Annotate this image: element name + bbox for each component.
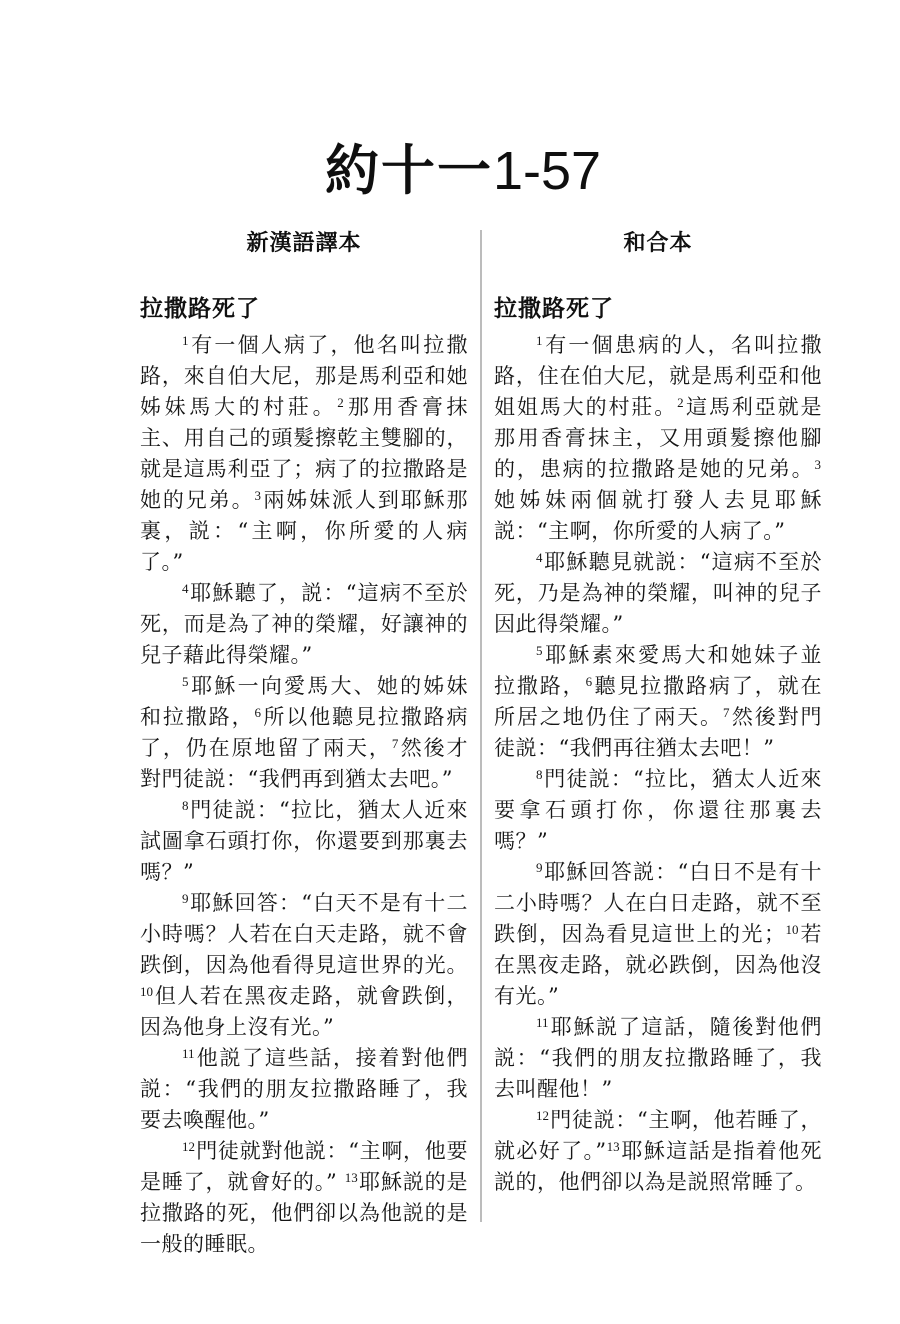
verse-number: 2 (677, 395, 684, 410)
verse-paragraph: $^4$耶穌聽見就説：“這病不至於死，乃是為神的榮耀，叫神的兒子因此得榮耀。” (494, 550, 822, 636)
verse-number: 13 (606, 1139, 620, 1154)
verse-number: 8 (182, 798, 189, 813)
right-translation-column (494, 230, 822, 1198)
title-verse-range: 1-57 (492, 141, 602, 201)
verse-number: 7 (391, 736, 399, 751)
verse-number: 3 (254, 488, 261, 503)
verse-number: 11 (182, 1046, 195, 1061)
verse-paragraph: $^{11}$耶穌説了這話，隨後對他們説：“我們的朋友拉撒路睡了，我去叫醒他！” (494, 1015, 822, 1101)
two-column-layout (140, 230, 822, 1260)
right-section-heading: 拉撒路死了 (494, 295, 614, 321)
verse-number: 1 (182, 333, 189, 348)
verse-number: 8 (536, 767, 543, 782)
verse-number: 9 (182, 891, 189, 906)
verse-paragraph: $^9$耶穌回答：“白天不是有十二小時嗎？人若在白天走路，就不會跌倒，因為他看得見這世界的光。$^{10}$但人若在黑夜走路，就會跌倒，因為他身上沒有光。” (140, 891, 468, 1039)
left-section-heading: 拉撒路死了 (140, 295, 260, 321)
verse-number: 10 (785, 922, 799, 937)
title-book-reference: 約十一 (324, 141, 493, 201)
verse-number: 4 (536, 550, 543, 565)
verse-paragraph: $^{12}$門徒説：“主啊，他若睡了，就必好了。”$^{13}$耶穌這話是指着他死説的，他們卻以為是説照常睡了。 (494, 1108, 822, 1194)
verse-paragraph: $^9$耶穌回答説：“白日不是有十二小時嗎？人在白日走路，就不至跌倒，因為看見這世上的光；$^{10}$若在黑夜走路，就必跌倒，因為他沒有光。” (494, 860, 822, 1008)
verse-number: 3 (814, 457, 821, 472)
right-column-body (494, 330, 822, 1198)
page-title (104, 142, 822, 200)
verse-number: 6 (585, 674, 593, 689)
verse-number: 12 (182, 1139, 195, 1154)
verse-number: 10 (140, 984, 153, 999)
verse-number: 13 (344, 1170, 358, 1185)
verse-paragraph: $^4$耶穌聽了，説：“這病不至於死，而是為了神的榮耀，好讓神的兒子藉此得榮耀。” (140, 581, 468, 667)
verse-number: 9 (536, 860, 543, 875)
left-translation-column (140, 230, 468, 1260)
verse-number: 7 (722, 705, 730, 720)
verse-paragraph: $^{11}$他説了這些話，接着對他們説：“我們的朋友拉撒路睡了，我要去喚醒他。” (140, 1046, 468, 1132)
verse-paragraph: $^1$有一個患病的人，名叫拉撒路，住在伯大尼，就是馬利亞和他姐姐馬大的村莊。$^2$這馬利亞就是那用香膏抹主，又用頭髮擦他腳的，患病的拉撒路是她的兄弟。$^3$她姊妹兩個就打發人去見耶穌説：“主啊，你所愛的人病了。” (494, 333, 823, 543)
verse-number: 5 (182, 674, 189, 689)
verse-number: 1 (536, 333, 543, 348)
verse-paragraph: $^{12}$門徒就對他説：“主啊，他要是睡了，就會好的。” $^{13}$耶穌説的是拉撒路的死，他們卻以為他説的是一般的睡眠。 (140, 1139, 468, 1256)
verse-paragraph: $^8$門徒説：“拉比，猶太人近來要拿石頭打你，你還往那裏去嗎？” (494, 767, 822, 853)
verse-paragraph: $^1$有一個人病了，他名叫拉撒路，來自伯大尼，那是馬利亞和她姊妹馬大的村莊。$^2$那用香膏抹主、用自己的頭髮擦乾主雙腳的，就是這馬利亞了；病了的拉撒路是她的兄弟。$^3$兩姊妹派人到耶穌那裏，説：“主啊，你所愛的人病了。” (140, 333, 469, 574)
verse-paragraph: $^5$耶穌素來愛馬大和她妹子並拉撒路，$^6$聽見拉撒路病了，就在所居之地仍住了兩天。$^7$然後對門徒説：“我們再往猶太去吧！” (494, 643, 823, 760)
verse-number: 6 (254, 705, 261, 720)
verse-paragraph: $^5$耶穌一向愛馬大、她的姊妹和拉撒路，$^6$所以他聽見拉撒路病了，仍在原地留了兩天，$^7$然後才對門徒説：“我們再到猶太去吧。” (140, 674, 469, 791)
left-column-header: 新漢語譯本 (246, 230, 362, 255)
verse-number: 4 (182, 581, 189, 596)
verse-number: 12 (536, 1108, 549, 1123)
verse-number: 5 (536, 643, 543, 658)
verse-number: 11 (536, 1015, 549, 1030)
verse-number: 2 (337, 395, 344, 410)
right-column-header: 和合本 (623, 230, 693, 255)
verse-paragraph: $^8$門徒説：“拉比，猶太人近來試圖拿石頭打你，你還要到那裏去嗎？” (140, 798, 468, 884)
column-divider-line (480, 230, 482, 1222)
left-column-body (140, 330, 468, 1260)
